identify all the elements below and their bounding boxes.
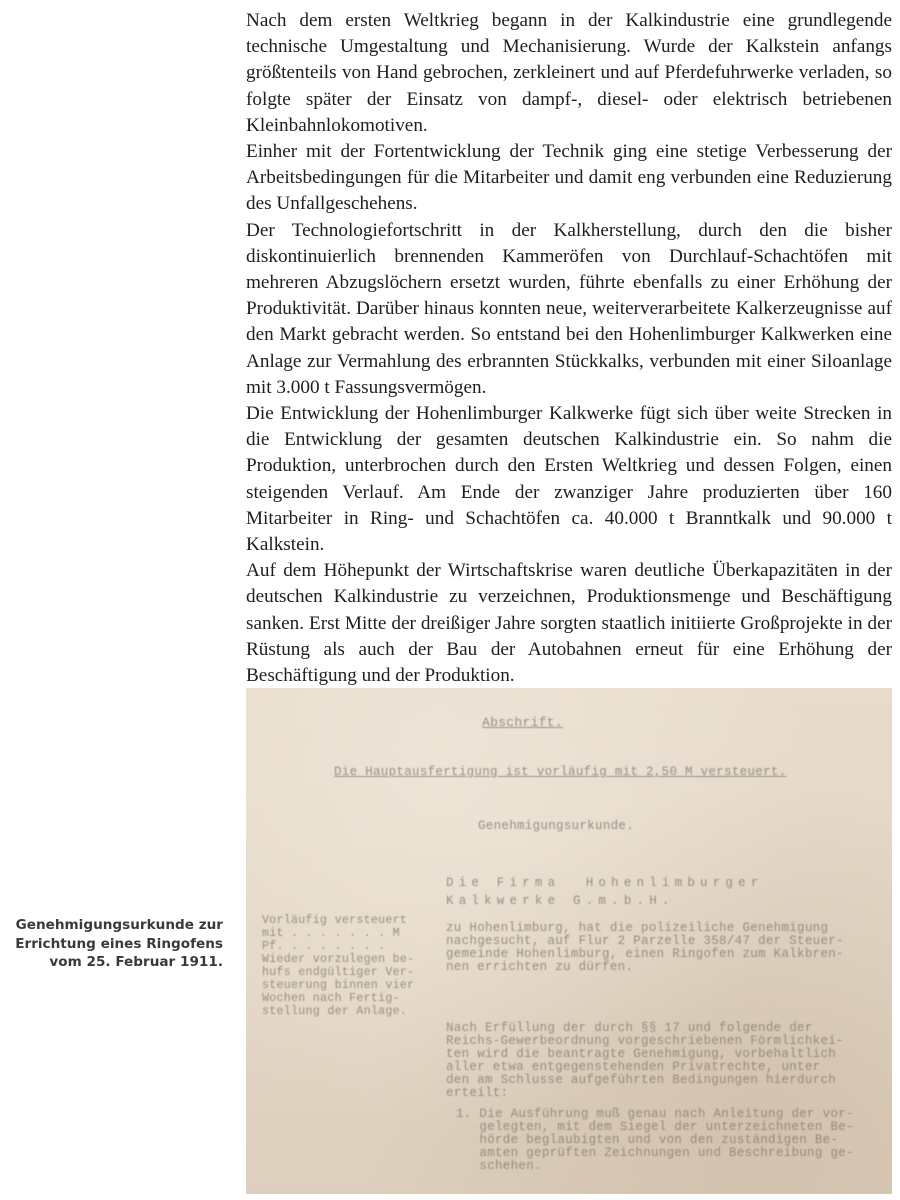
- doc-line: gelegten, mit dem Siegel der unterzeichneten Be-: [456, 1120, 854, 1134]
- doc-line: Reichs-Gewerbeordnung vorgeschriebenen Förmlichkei-: [446, 1034, 844, 1048]
- doc-line: gemeinde Hohenlimburg, einen Ringofen zum Kalkbren-: [446, 947, 844, 961]
- caption-line: Genehmigungsurkunde zur: [15, 917, 223, 933]
- doc-line: 1. Die Ausführung muß genau nach Anleitung der vor-: [456, 1107, 854, 1121]
- paragraph: Auf dem Höhepunkt der Wirtschaftskrise waren deutliche Überkapazitäten in der deutschen Kalkindustrie zu verzeichnen, Produktionsmenge und Beschäftigung sanken. Erst Mitte der dreißiger Jahre sorgten staatlich initiierte Großprojekte in der Rüstung als auch der Bau der Autobahnen erneut für eine Erhöhung der Beschäftigung und der Produktion.: [246, 560, 892, 687]
- doc-margin-line: mit . . . . . . . M: [262, 927, 400, 940]
- caption-line: vom 25. Februar 1911.: [49, 954, 223, 970]
- doc-line: Nach Erfüllung der durch §§ 17 und folgende der: [446, 1021, 813, 1035]
- doc-line: nen errichten zu dürfen.: [446, 960, 634, 974]
- doc-margin-line: stellung der Anlage.: [262, 1005, 408, 1018]
- doc-line: aller etwa entgegenstehenden Privatrechte, unter: [446, 1060, 821, 1074]
- doc-margin-line: Vorläufig versteuert: [262, 914, 408, 927]
- doc-line: schehen.: [456, 1159, 542, 1173]
- doc-line: zu Hohenlimburg, hat die polizeiliche Genehmigung: [446, 921, 829, 935]
- doc-margin-line: Wochen nach Fertig-: [262, 992, 400, 1005]
- doc-line: erteilt:: [446, 1086, 509, 1100]
- doc-line: ten wird die beantragte Genehmigung, vorbehaltlich: [446, 1047, 837, 1061]
- doc-line: nachgesucht, auf Flur 2 Parzelle 358/47 der Steuer-: [446, 934, 844, 948]
- doc-line: den am Schlusse aufgeführten Bedingungen hierdurch: [446, 1073, 837, 1087]
- caption-line: Errichtung eines Ringofens: [15, 935, 223, 952]
- paragraph: Einher mit der Fortentwicklung der Technik ging eine stetige Verbesserung der Arbeitsbedingungen für die Mitarbeiter und damit eng verbunden eine Reduzierung des Unfallgeschehens.: [246, 141, 892, 215]
- paragraph: Der Technologiefortschritt in der Kalkherstellung, durch den die bisher diskontinuierlich brennenden Kammeröfen von Durchlauf-Schachtöfen mit mehreren Abzugslöchern ersetzt wurden, führte ebenfalls zu einer Erhöhung der Produktivität. Darüber hinaus konnten neue, weiterverarbeitete Kalkerzeugnisse auf den Markt gebracht werden. So entstand bei den Hohenlimburger Kalkwerken eine Anlage zur Vermahlung des erbrannten Stückkalks, verbunden mit einer Siloanlage mit 3.000 t Fassungsvermögen.: [246, 219, 892, 398]
- article-text: [246, 8, 892, 689]
- doc-margin-line: Pf. . . . . . . .: [262, 940, 386, 953]
- historic-document-photo: [246, 688, 892, 1194]
- figure-caption: [0, 916, 223, 972]
- doc-stamp-note: Die Hauptausfertigung ist vorläufig mit 2,50 M versteuert.: [334, 765, 787, 779]
- doc-addressee: Die Firma Hohenlimburger: [446, 876, 764, 890]
- paragraph: Nach dem ersten Weltkrieg begann in der Kalkindustrie eine grundlegende technische Umgestaltung und Mechanisierung. Wurde der Kalkstein anfangs größtenteils von Hand gebrochen, zerkleinert und auf Pferdefuhrwerke verladen, so folgte später der Einsatz von dampf-, diesel- oder elektrisch betriebenen Kleinbahnlokomotiven.: [246, 10, 892, 136]
- doc-margin-line: hufs endgültiger Ver-: [262, 966, 415, 979]
- paragraph: Die Entwicklung der Hohenlimburger Kalkwerke fügt sich über weite Strecken in die Entwicklung der gesamten deutschen Kalkindustrie ein. So nahm die Produktion, unterbrochen durch den Ersten Weltkrieg und dessen Folgen, einen steigenden Verlauf. Am Ende der zwanziger Jahre produzierten über 160 Mitarbeiter in Ring- und Schachtöfen ca. 40.000 t Branntkalk und 90.000 t Kalkstein.: [246, 403, 892, 556]
- doc-line: amten geprüften Zeichnungen und Beschreibung ge-: [456, 1146, 854, 1160]
- doc-title: Genehmigungsurkunde.: [478, 819, 635, 833]
- doc-margin-line: Wieder vorzulegen be-: [262, 953, 415, 966]
- doc-heading: Abschrift.: [482, 715, 564, 730]
- doc-addressee: Kalkwerke G.m.b.H.: [446, 894, 675, 908]
- doc-margin-line: steuerung binnen vier: [262, 979, 415, 992]
- doc-line: hörde beglaubigten und von den zuständigen Be-: [456, 1133, 839, 1147]
